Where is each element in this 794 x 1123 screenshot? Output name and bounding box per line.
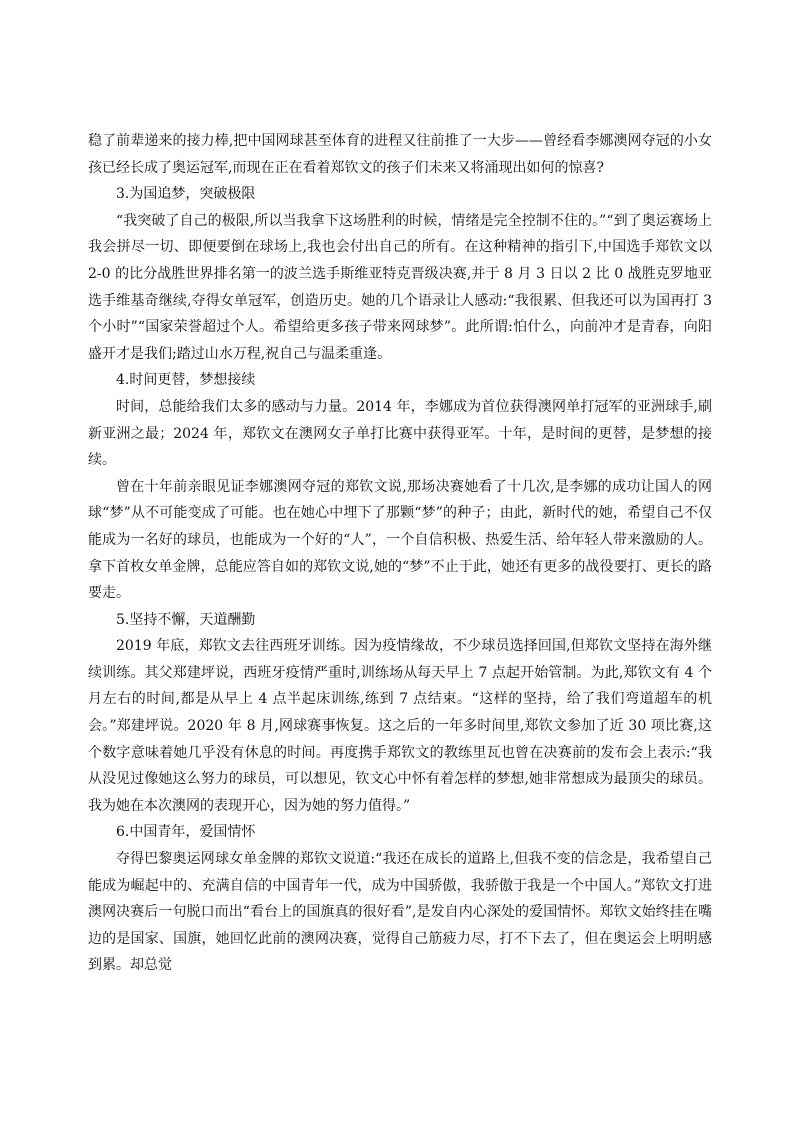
section-heading-3: 3.为国追梦，突破极限 [116, 186, 256, 203]
document-body [88, 128, 712, 979]
paragraph: “我突破了自己的极限,所以当我拿下这场胜利的时候，情绪是完全控制不住的。”“到了奥运赛场上我会拼尽一切、即便要倒在球场上,我也会付出自己的所有。在这种精神的指引下,中国选手郑钦文以 2-0 的比分战胜世界排名第一的波兰选手斯维亚特克晋级决赛,并于 8 月 3 日以 2 比 0 战胜克罗地亚选手维基奇继续,夺得女单冠军，创造历史。她的几个语录让人感动:“我很累、但我还可以为国再打 3 个小时”“国家荣誉超过个人。希望给更多孩子带来网球梦”。此所谓:怕什么，向前冲才是青春，向阳盛开才是我们;踏过山水万程,祝自己与温柔重逢。 [88, 212, 712, 362]
section-heading-6: 6.中国青年，爱国情怀 [116, 824, 256, 841]
paragraph-continued: 稳了前辈递来的接力棒,把中国网球甚至体育的进程又往前推了一大步——曾经看李娜澳网夺冠的小女孩已经长成了奥运冠军,而现在正在看着郑钦文的孩子们未来又将涌现出如何的惊喜? [88, 133, 712, 176]
paragraph: 曾在十年前亲眼见证李娜澳网夺冠的郑钦文说,那场决赛她看了十几次,是李娜的成功让国人的网球“梦”从不可能变成了可能。也在她心中埋下了那颗“梦”的种子；由此，新时代的她，希望自己不仅能成为一名好的球员，也能成为一个好的“人”，一个自信积极、热爱生活、给年轻人带来激励的人。拿下首枚女单金牌，总能应答自如的郑钦文说,她的“梦”不止于此，她还有更多的战役要打、更长的路要走。 [88, 478, 712, 602]
paragraph: 时间，总能给我们太多的感动与力量。2014 年，李娜成为首位获得澳网单打冠军的亚洲球手,刷新亚洲之最；2024 年，郑钦文在澳网女子单打比赛中获得亚军。十年，是时间的更替，是梦想的接续。 [88, 398, 712, 469]
paragraph: 2019 年底，郑钦文去往西班牙训练。因为疫情缘故，不少球员选择回国,但郑钦文坚持在海外继续训练。其父郑建坪说，西班牙疫情严重时,训练场从每天早上 7 点起开始管制。为此,郑钦文有 4 个月左右的时间,都是从早上 4 点半起床训练,练到 7 点结束。“这样的坚持，给了我们弯道超车的机会。”郑建坪说。2020 年 8 月,网球赛事恢复。这之后的一年多时间里,郑钦文参加了近 30 项比赛,这个数字意味着她几乎没有休息的时间。再度携手郑钦文的教练里瓦也曾在决赛前的发布会上表示:“我从没见过像她这么努力的球员，可以想见，钦文心中怀有着怎样的梦想,她非常想成为最顶尖的球员。我为她在本次澳网的表现开心，因为她的努力值得。” [88, 638, 712, 814]
paragraph: 夺得巴黎奥运网球女单金牌的郑钦文说道:“我还在成长的道路上,但我不变的信念是，我希望自己能成为崛起中的、充满自信的中国青年一代，成为中国骄傲，我骄傲于我是一个中国人。”郑钦文打进澳网决赛后一句脱口而出“看台上的国旗真的很好看”,是发自内心深处的爱国情怀。郑钦文始终挂在嘴边的是国家、国旗，她回忆此前的澳网决赛，觉得自己筋疲力尽，打不下去了，但在奥运会上明明感到累。却总觉 [88, 851, 712, 974]
section-heading-4: 4.时间更替，梦想接续 [116, 372, 256, 389]
section-heading-5: 5.坚持不懈，天道酬勤 [116, 611, 256, 628]
